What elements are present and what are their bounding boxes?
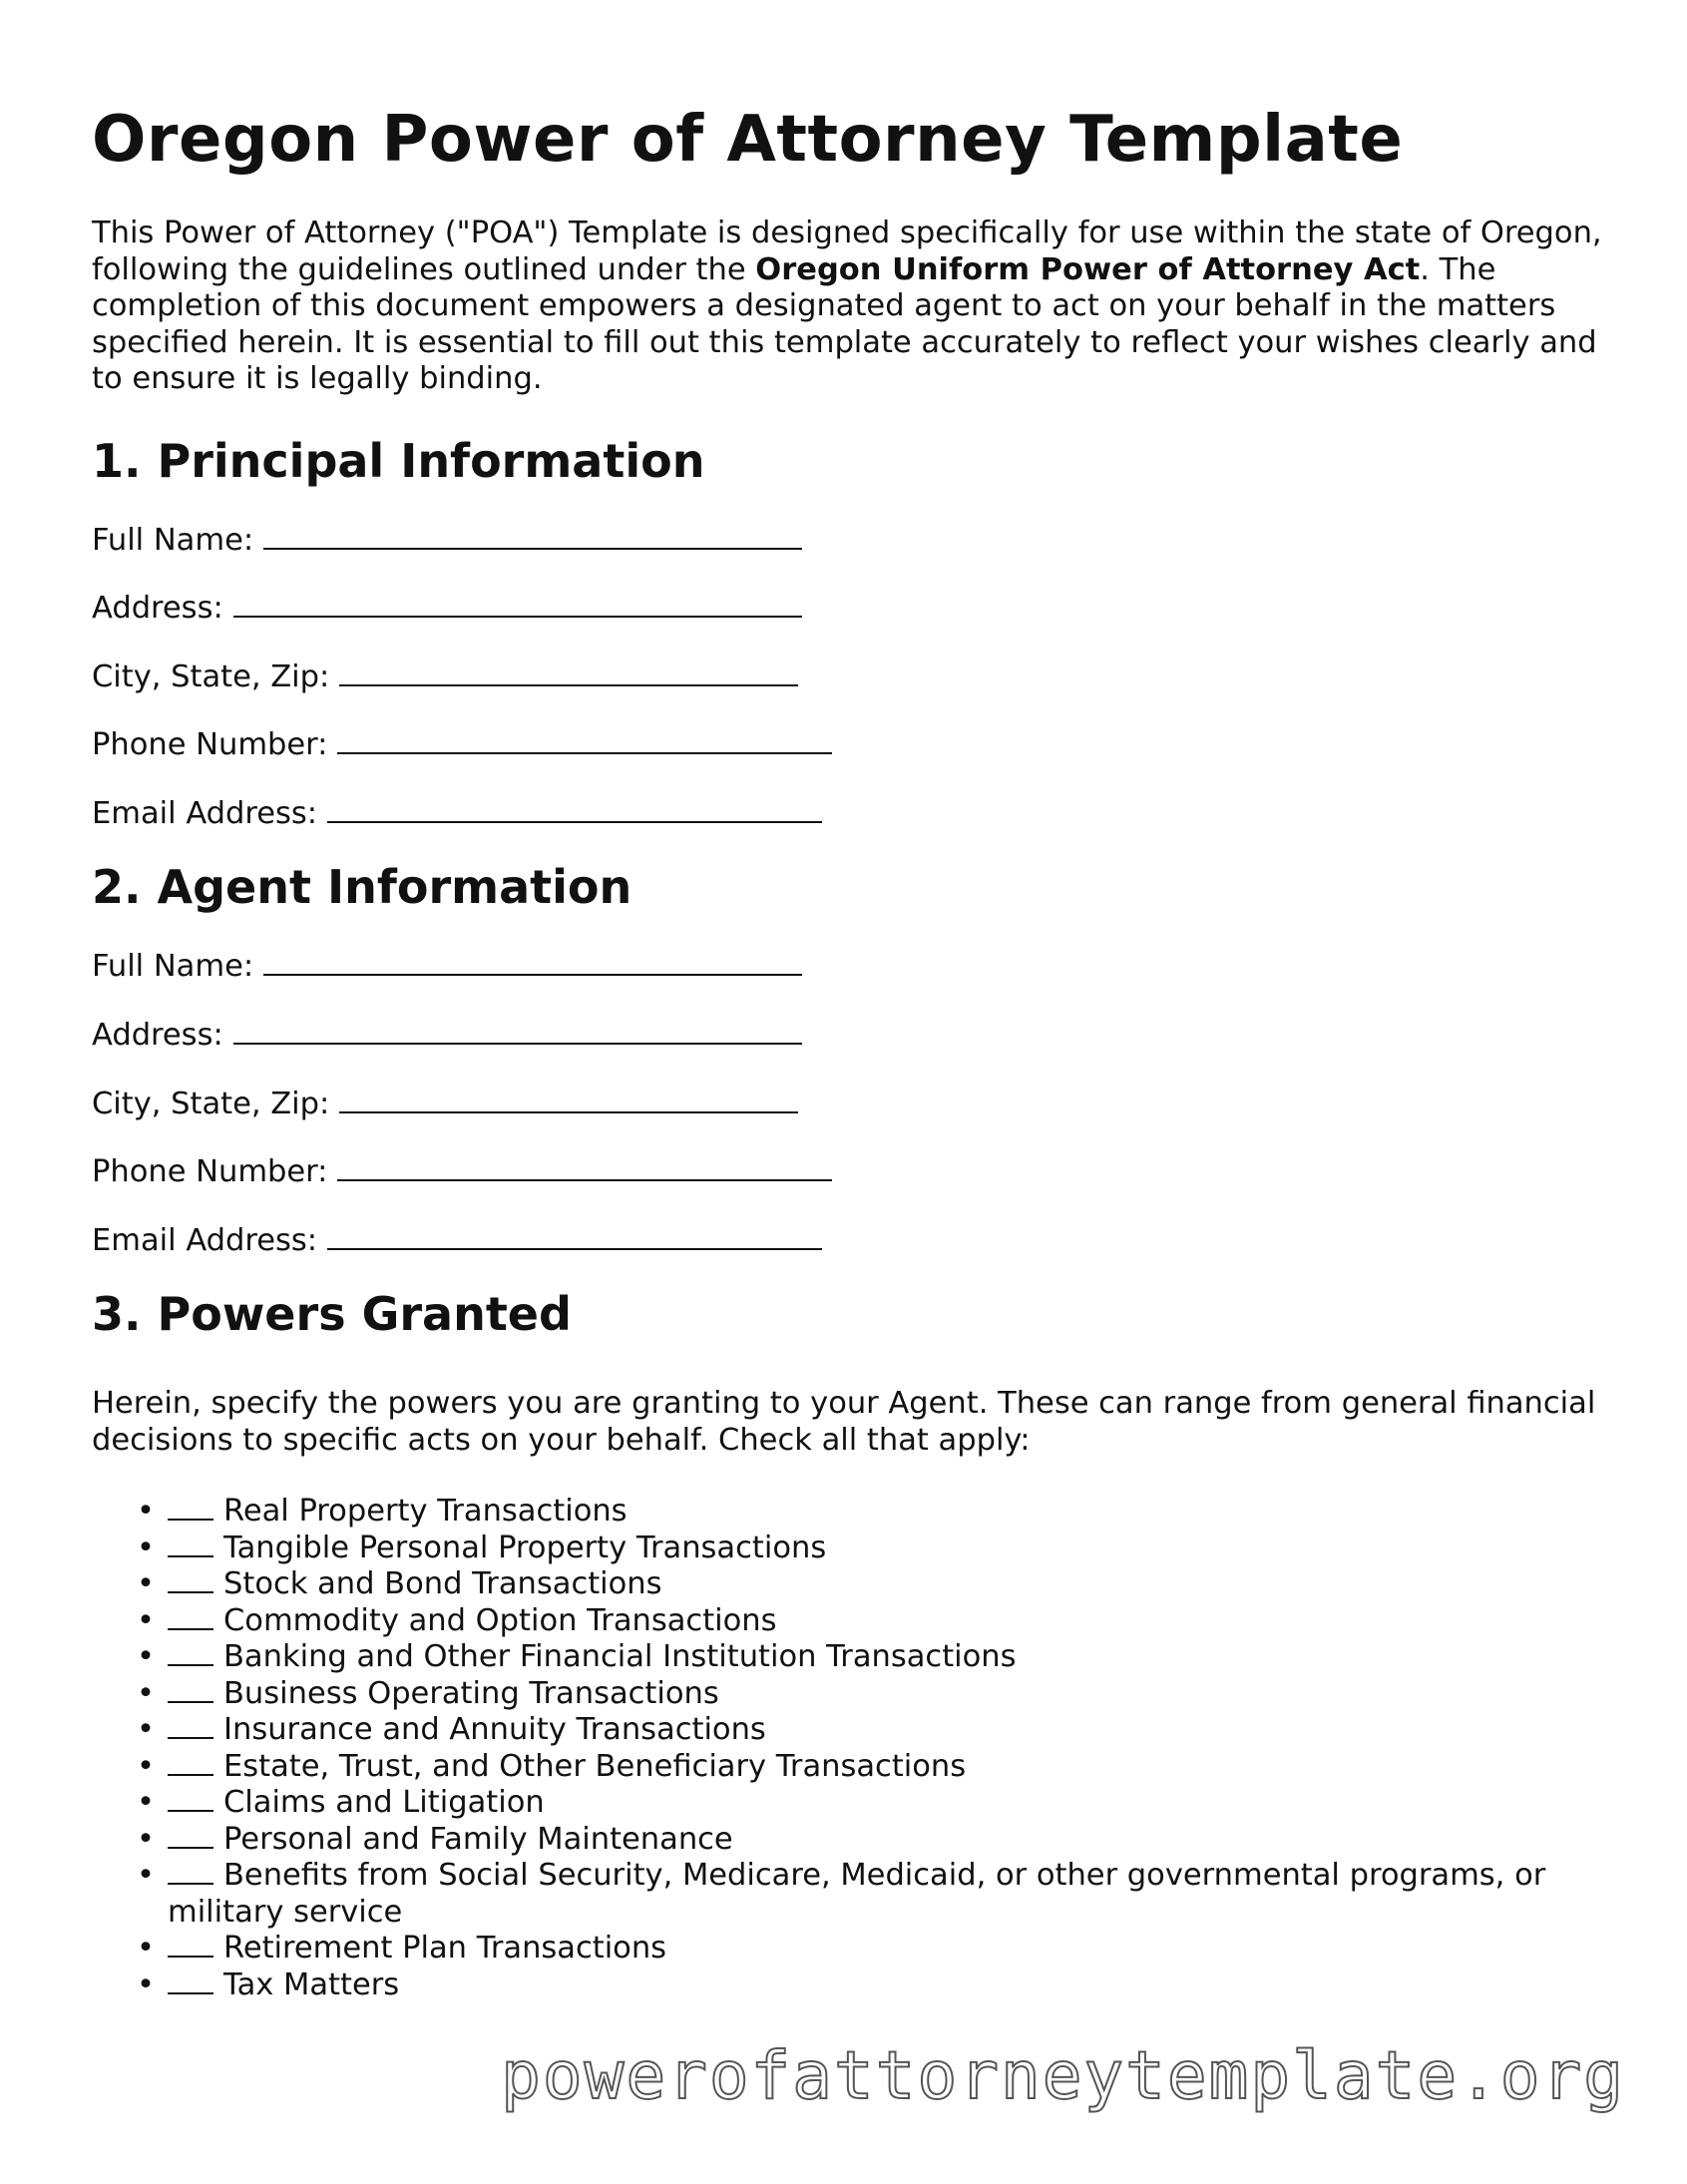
- powers-list: [92, 1494, 1608, 2003]
- agent-email-field: [92, 1223, 1608, 1259]
- agent-phone-field: [92, 1154, 1608, 1190]
- power-label: Real Property Transactions: [223, 1494, 628, 1529]
- power-label: Insurance and Annuity Transactions: [223, 1712, 766, 1748]
- checkbox-blank[interactable]: [168, 1566, 213, 1593]
- bullet: •: [137, 1494, 155, 1529]
- power-label: Tax Matters: [223, 1966, 400, 2002]
- agent-email-line[interactable]: [327, 1224, 822, 1250]
- agent-full-name-field: [92, 949, 1608, 985]
- principal-email-field: [92, 796, 1608, 832]
- bullet: •: [137, 1639, 155, 1675]
- powers-intro: Herein, specify the powers you are granting to your Agent. These can range from general financial decisions to specific acts on your behalf. Check all that apply:: [92, 1386, 1596, 1458]
- power-item-personal-family: [92, 1822, 1608, 1859]
- field-label: Full Name:: [92, 522, 254, 558]
- power-item-banking: [92, 1639, 1608, 1676]
- intro-paragraph: [92, 216, 1608, 398]
- power-item-tax: [92, 1967, 1608, 2004]
- power-item-insurance-annuity: [92, 1712, 1608, 1749]
- principal-full-name-field: [92, 523, 1608, 559]
- power-label: Retirement Plan Transactions: [223, 1931, 667, 1966]
- bullet: •: [137, 1675, 155, 1711]
- checkbox-blank[interactable]: [168, 1639, 213, 1666]
- agent-section: [92, 860, 1608, 1258]
- power-label: Benefits from Social Security, Medicare, Medicaid, or other governmental programs, or military service: [168, 1858, 1546, 1930]
- checkbox-blank[interactable]: [168, 1931, 213, 1958]
- power-label: Stock and Bond Transactions: [223, 1566, 662, 1602]
- power-item-stock-bond: [92, 1566, 1608, 1603]
- bullet: •: [137, 1931, 155, 1966]
- document-title: Oregon Power of Attorney Template: [92, 103, 1404, 177]
- checkbox-blank[interactable]: [168, 1676, 213, 1703]
- power-item-retirement: [92, 1931, 1608, 1967]
- bullet: •: [137, 1785, 155, 1821]
- power-label: Business Operating Transactions: [223, 1675, 719, 1711]
- checkbox-blank[interactable]: [168, 1967, 213, 1994]
- checkbox-blank[interactable]: [168, 1858, 213, 1885]
- power-item-estate-trust: [92, 1749, 1608, 1786]
- checkbox-blank[interactable]: [168, 1785, 213, 1812]
- powers-heading: 3. Powers Granted: [92, 1287, 572, 1342]
- field-label: Address:: [92, 1018, 223, 1054]
- bullet: •: [137, 1748, 155, 1784]
- bullet: •: [137, 1602, 155, 1638]
- power-item-real-property: [92, 1494, 1608, 1530]
- power-item-business-operating: [92, 1676, 1608, 1713]
- powers-section: [92, 1287, 1608, 2003]
- agent-city-state-zip-line[interactable]: [339, 1088, 798, 1113]
- field-label: City, State, Zip:: [92, 1086, 330, 1121]
- intro-text-2: . The completion of this document empowers a designated agent to act on your behalf in the matters specified herein. It is essential to fill out this template accurately to reflect your wishes clearly and to ensure it is legally binding.: [92, 251, 1597, 396]
- principal-email-line[interactable]: [327, 797, 822, 823]
- field-label: City, State, Zip:: [92, 658, 330, 694]
- power-label: Estate, Trust, and Other Beneficiary Transactions: [223, 1748, 967, 1784]
- checkbox-blank[interactable]: [168, 1749, 213, 1776]
- power-item-benefits: [92, 1858, 1608, 1931]
- principal-address-line[interactable]: [233, 592, 802, 618]
- field-label: Full Name:: [92, 949, 254, 985]
- bullet: •: [137, 1821, 155, 1857]
- power-label: Tangible Personal Property Transactions: [223, 1529, 827, 1565]
- power-label: Banking and Other Financial Institution Transactions: [223, 1639, 1017, 1675]
- power-label: Commodity and Option Transactions: [223, 1602, 777, 1638]
- bullet: •: [137, 1712, 155, 1748]
- principal-phone-field: [92, 727, 1608, 763]
- principal-section: [92, 433, 1608, 832]
- field-label: Email Address:: [92, 1222, 318, 1258]
- bullet: •: [137, 1529, 155, 1565]
- agent-heading: 2. Agent Information: [92, 860, 633, 915]
- bullet: •: [137, 1566, 155, 1602]
- power-item-claims-litigation: [92, 1785, 1608, 1822]
- checkbox-blank[interactable]: [168, 1712, 213, 1739]
- field-label: Email Address:: [92, 795, 318, 831]
- intro-text-1: This Power of Attorney ("POA") Template is designed specifically for use within the state of Oregon, following the guidelines outlined under the: [92, 216, 1602, 287]
- agent-city-state-zip-field: [92, 1087, 1608, 1122]
- principal-city-state-zip-line[interactable]: [339, 660, 798, 686]
- principal-city-state-zip-field: [92, 659, 1608, 695]
- principal-phone-line[interactable]: [337, 728, 832, 754]
- site-watermark: powerofattorneytemplate.org: [501, 2037, 1625, 2114]
- agent-address-field: [92, 1018, 1608, 1054]
- power-label: Personal and Family Maintenance: [223, 1821, 733, 1857]
- bullet: •: [137, 1858, 155, 1894]
- field-label: Address:: [92, 591, 223, 627]
- power-label: Claims and Litigation: [223, 1785, 545, 1821]
- document-page: [92, 103, 1608, 2003]
- power-item-tangible-property: [92, 1530, 1608, 1567]
- checkbox-blank[interactable]: [168, 1822, 213, 1849]
- bullet: •: [137, 1966, 155, 2002]
- act-name: Oregon Uniform Power of Attorney Act: [755, 251, 1421, 287]
- principal-full-name-line[interactable]: [263, 524, 802, 550]
- agent-phone-line[interactable]: [337, 1155, 832, 1181]
- principal-address-field: [92, 591, 1608, 627]
- power-item-commodity-option: [92, 1603, 1608, 1640]
- field-label: Phone Number:: [92, 727, 328, 763]
- checkbox-blank[interactable]: [168, 1603, 213, 1630]
- field-label: Phone Number:: [92, 1154, 328, 1190]
- agent-full-name-line[interactable]: [263, 950, 802, 976]
- agent-address-line[interactable]: [233, 1019, 802, 1045]
- checkbox-blank[interactable]: [168, 1494, 213, 1521]
- principal-heading: 1. Principal Information: [92, 433, 705, 488]
- checkbox-blank[interactable]: [168, 1530, 213, 1557]
